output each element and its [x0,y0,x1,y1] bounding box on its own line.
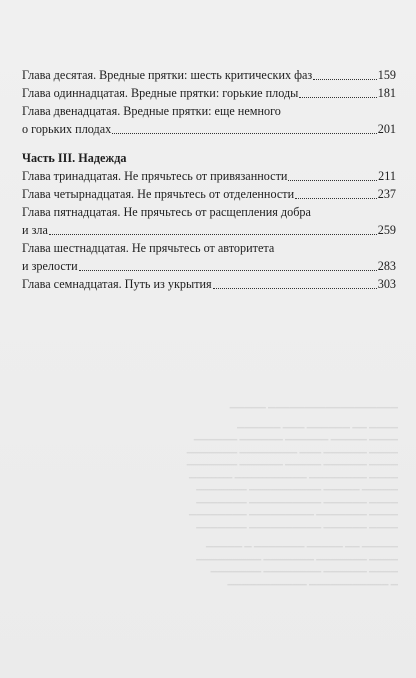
toc-entry-title: Глава семнадцатая. Путь из укрытия [22,277,212,291]
toc-entry-page: 259 [377,223,396,237]
dot-leader [295,198,377,199]
toc-entry-page: 211 [378,169,396,183]
dot-leader [288,180,377,181]
toc-entry-page: 283 [377,259,396,273]
toc-entry [22,185,396,203]
bleed-through-texture: ▁▁▁▁▁▁▁▁▁▁▁▁▁▁▁▁▁▁ ▁▁▁▁▁ ▁▁▁▁ ▁▁ ▁▁▁▁▁▁ ▁▁▁ ▁▁▁▁▁▁ ▁▁▁▁ ▁▁▁▁▁ ▁▁▁▁▁▁ ▁▁▁▁▁▁ ▁▁▁▁▁▁ ▁▁▁▁ ▁▁▁▁▁▁ ▁▁▁ ▁▁▁▁▁▁▁▁ ▁▁▁▁▁▁▁ ▁▁▁▁ ▁▁▁▁▁▁ ▁▁▁▁▁ ▁▁▁▁▁▁ ▁▁▁▁▁▁▁ ▁▁▁▁ ▁▁▁▁▁▁▁▁ ▁▁▁▁▁▁▁▁▁▁ ▁▁▁▁▁▁ ▁▁▁▁▁ ▁▁▁▁▁ ▁▁▁▁▁▁▁▁▁▁ ▁▁▁▁▁▁▁ ▁▁▁▁ ▁▁▁▁▁▁ ▁▁▁▁▁▁▁▁▁▁ ▁▁▁▁▁▁▁ ▁▁▁▁ ▁▁▁▁▁▁▁ ▁▁▁▁▁▁▁▁▁ ▁▁▁▁▁▁▁▁ ▁▁▁▁ ▁▁▁▁▁▁ ▁▁▁▁▁▁▁▁▁▁ ▁▁▁▁▁▁▁ ▁▁▁▁▁ ▁▁ ▁▁▁▁▁ ▁▁▁▁▁▁▁ ▁ ▁▁▁▁▁ ▁▁▁▁ ▁▁▁▁▁▁▁ ▁▁▁▁▁▁▁ ▁▁▁▁▁▁▁▁▁ ▁▁▁▁ ▁▁▁▁▁▁ ▁▁▁▁▁▁▁▁ ▁▁▁▁▁▁▁ ▁ ▁▁▁▁▁▁▁▁▁▁▁ ▁▁▁▁▁▁▁▁▁▁▁ [186,399,398,586]
toc-entry-title: Глава одиннадцатая. Вредные прятки: горькие плоды [22,86,299,100]
toc-entry-page: 303 [377,277,396,291]
toc-entry-title: Глава четырнадцатая. Не прячьтесь от отделенности [22,187,295,201]
toc-entry [22,257,396,275]
dot-leader [112,133,377,134]
toc-entry-title-line1: Глава двенадцатая. Вредные прятки: еще немного [22,104,281,118]
toc-entry-title-line1: Глава пятнадцатая. Не прячьтесь от расщепления добра [22,205,311,219]
toc-entry [22,120,396,138]
dot-leader [79,270,377,271]
toc-entry-title-line1: Глава шестнадцатая. Не прячьтесь от авторитета [22,241,275,255]
toc-entry-title-line2: и зрелости [22,259,78,273]
toc-entry [22,84,396,102]
toc-entry-title: Глава десятая. Вредные прятки: шесть критических фаз [22,68,313,82]
table-of-contents [22,66,396,293]
toc-entry [22,66,396,84]
toc-entry-title: Глава тринадцатая. Не прячьтесь от привязанности [22,169,288,183]
dot-leader [213,288,377,289]
toc-entry [22,167,396,185]
toc-entry-page: 237 [377,187,396,201]
dot-leader [313,79,376,80]
toc-entry-title-line2: о горьких плодах [22,122,112,136]
dot-leader [299,97,376,98]
part-heading: Часть III. Надежда [22,151,127,165]
toc-entry [22,275,396,293]
dot-leader [49,234,377,235]
toc-entry-title-line2: и зла [22,223,48,237]
toc-entry-page: 181 [377,86,396,100]
toc-entry [22,221,396,239]
toc-entry-page: 159 [377,68,396,82]
toc-entry-page: 201 [377,122,396,136]
